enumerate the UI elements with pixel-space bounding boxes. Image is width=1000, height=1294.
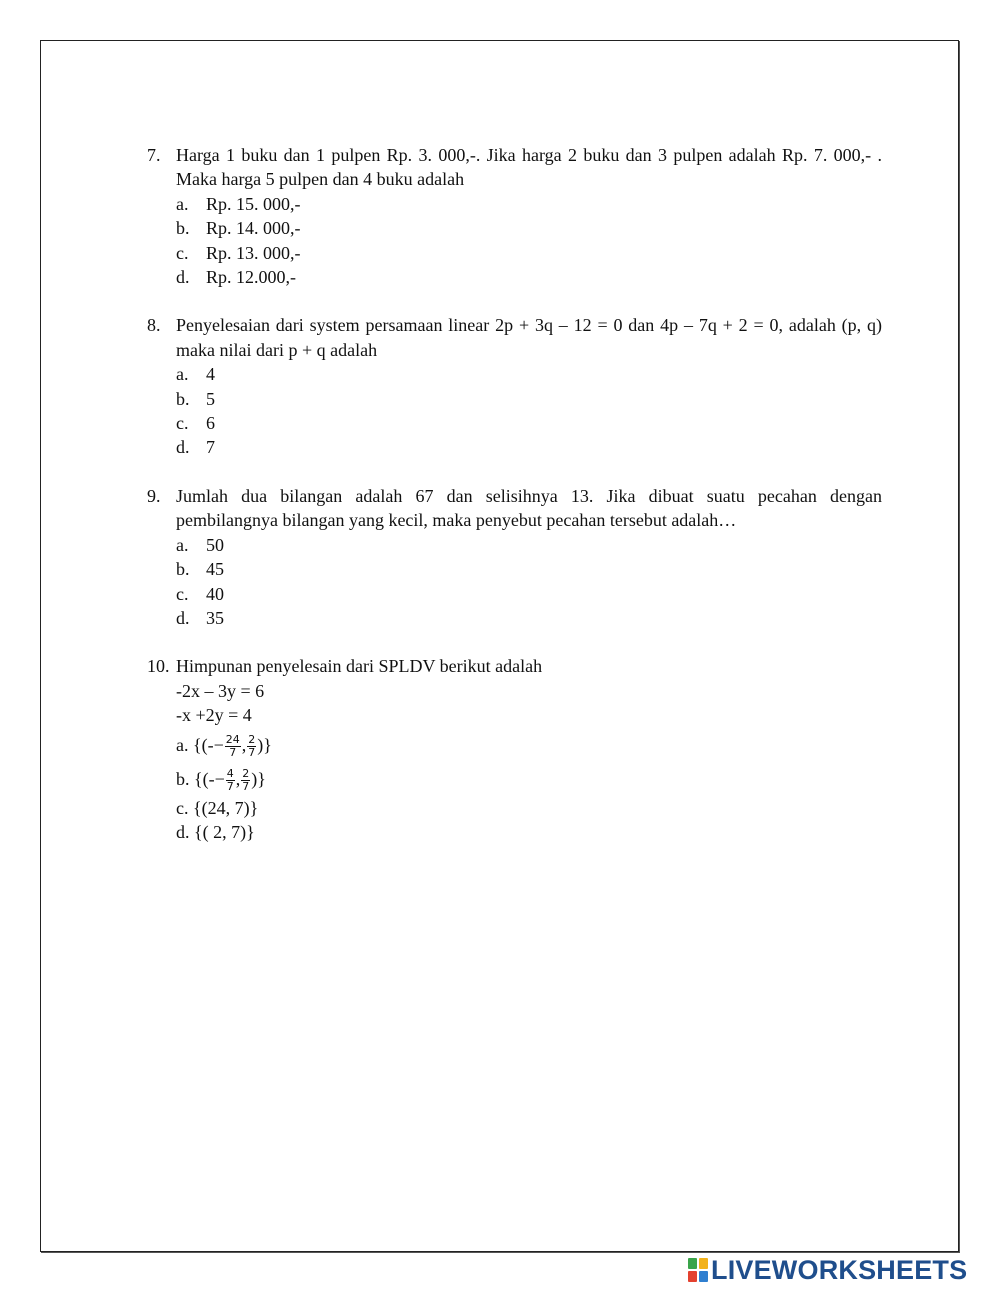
option-b[interactable] (176, 216, 882, 240)
separator: , (235, 768, 241, 789)
option-d[interactable] (176, 435, 882, 459)
option-d[interactable] (176, 265, 882, 289)
fraction (226, 768, 235, 793)
equation-1: -2x – 3y = 6 (176, 680, 265, 701)
option-label: a. (176, 534, 189, 555)
option-a[interactable] (176, 533, 882, 557)
option-text: 50 (206, 534, 224, 555)
option-text: Rp. 13. 000,- (206, 242, 301, 263)
question-text: Penyelesaian dari system persamaan linear 2p + 3q – 12 = 0 dan 4p – 7q + 2 = 0, adalah (p, q) maka nilai dari p + q adalah (176, 315, 882, 360)
fraction (247, 734, 256, 759)
option-text: Rp. 14. 000,- (206, 218, 301, 239)
option-text: 40 (206, 583, 224, 604)
logo-tile-i (699, 1258, 708, 1269)
option-prefix: a. {(-− (176, 734, 224, 755)
option-label: b. (176, 559, 190, 580)
question-9 (147, 484, 882, 630)
logo-tile-l (688, 1258, 697, 1269)
option-text: 4 (206, 364, 215, 385)
option-prefix: b. {(-− (176, 768, 225, 789)
option-label: c. (176, 413, 189, 434)
option-text: 5 (206, 388, 215, 409)
liveworksheets-logo (688, 1256, 967, 1284)
question-8 (147, 313, 882, 459)
option-c[interactable] (176, 411, 882, 435)
question-text: Himpunan penyelesain dari SPLDV berikut adalah (176, 656, 543, 677)
option-b[interactable] (176, 387, 882, 411)
option-label: d. (176, 267, 190, 288)
fraction (225, 734, 241, 759)
question-number: 8. (147, 315, 161, 336)
option-a[interactable] (176, 728, 882, 762)
option-c[interactable] (176, 241, 882, 265)
option-label: d. (176, 607, 190, 628)
question-text: Harga 1 buku dan 1 pulpen Rp. 3. 000,-. Jika harga 2 buku dan 3 pulpen adalah Rp. 7. 000,- . Maka harga 5 pulpen dan 4 buku adalah (176, 145, 882, 190)
option-c[interactable] (176, 582, 882, 606)
option-text: 6 (206, 413, 215, 434)
option-b[interactable] (176, 762, 882, 796)
brand-name: LIVEWORKSHEETS (711, 1254, 968, 1285)
option-a[interactable] (176, 362, 882, 386)
option-a[interactable] (176, 192, 882, 216)
fraction-denominator: 7 (229, 745, 237, 759)
logo-icon (688, 1258, 708, 1282)
fraction (241, 768, 250, 793)
option-label: c. (176, 242, 189, 263)
option-label: a. (176, 364, 189, 385)
option-text: 45 (206, 559, 224, 580)
fraction-numerator: 4 (226, 766, 234, 780)
option-label: b. (176, 388, 190, 409)
equation-2: -x +2y = 4 (176, 705, 252, 726)
option-text: Rp. 15. 000,- (206, 193, 301, 214)
separator: , (241, 734, 247, 755)
questions-section (147, 143, 882, 844)
fraction-numerator: 2 (242, 766, 250, 780)
question-number: 10. (147, 656, 170, 677)
option-suffix: )} (251, 768, 266, 789)
option-label: a. (176, 193, 189, 214)
question-7 (147, 143, 882, 289)
logo-tile-v (688, 1271, 697, 1282)
fraction-denominator: 7 (226, 779, 234, 793)
question-text: Jumlah dua bilangan adalah 67 dan selisihnya 13. Jika dibuat suatu pecahan dengan pembilangnya bilangan yang kecil, maka penyebut pecahan tersebut adalah… (176, 485, 882, 531)
option-text: Rp. 12.000,- (206, 267, 296, 288)
fraction-numerator: 2 (248, 732, 256, 746)
option-d[interactable] (176, 606, 882, 630)
option-label: d. (176, 437, 190, 458)
question-number: 9. (147, 485, 161, 506)
option-d[interactable]: d. {( 2, 7)} (176, 821, 255, 842)
option-label: b. (176, 218, 190, 239)
question-10 (147, 654, 882, 844)
fraction-denominator: 7 (248, 745, 256, 759)
fraction-denominator: 7 (242, 779, 250, 793)
fraction-numerator: 24 (225, 732, 240, 746)
option-suffix: )} (257, 734, 272, 755)
option-b[interactable] (176, 557, 882, 581)
option-c[interactable]: c. {(24, 7)} (176, 797, 259, 818)
option-text: 7 (206, 437, 215, 458)
question-number: 7. (147, 145, 161, 165)
logo-tile-e (699, 1271, 708, 1282)
option-text: 35 (206, 607, 224, 628)
option-label: c. (176, 583, 189, 604)
